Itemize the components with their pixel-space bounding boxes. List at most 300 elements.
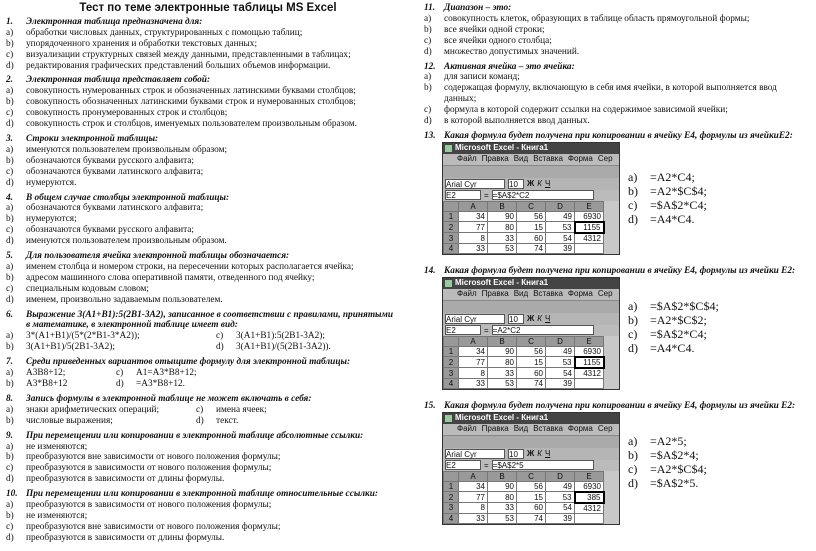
grid-cell: 34	[459, 346, 488, 357]
grid-header-row	[444, 471, 604, 481]
question-number: 13.	[424, 130, 436, 141]
question-number: 12.	[424, 61, 436, 72]
grid-cell: 39	[546, 513, 575, 523]
spreadsheet-grid	[443, 201, 605, 254]
option-letter: d)	[6, 177, 14, 188]
grid-cell: 15	[517, 492, 546, 503]
equals-icon: =	[484, 325, 489, 335]
option-text: адресом машинного слова оперативной памяти, отведенного под ячейку;	[26, 272, 315, 283]
answer-option	[424, 116, 812, 127]
question-text: Какая формула будет получена при копировании в ячейку E4, формулы из ячейки E2:	[444, 400, 796, 411]
option-letter: d)	[6, 474, 14, 485]
option-text: упорядоченного хранения и обработки текстовых данных;	[26, 38, 258, 49]
option-letter: b)	[424, 24, 432, 35]
option-text: =$A$2*4;	[650, 447, 699, 462]
column-header: B	[488, 471, 517, 481]
answer-option	[628, 462, 707, 476]
option-text: преобразуются в зависимости от длины формулы.	[26, 532, 225, 543]
question-text: Какая формула будет получена при копировании в ячейку E4, формулы из ячейкиE2:	[444, 130, 793, 141]
left-questions	[6, 17, 410, 306]
option-text: обозначаются буквами латинского алфавита;	[26, 203, 204, 214]
bold-icon: Ж	[527, 314, 535, 324]
grid-cell: 53	[488, 513, 517, 523]
answer-option	[628, 327, 719, 341]
column-header: C	[517, 336, 546, 346]
grid-header-row	[444, 336, 604, 346]
answer-option	[6, 284, 410, 295]
page-title: Тест по теме электронные таблицы MS Excel	[79, 2, 337, 14]
grid-cell: 15	[517, 222, 546, 233]
option-letter: c)	[424, 35, 432, 46]
column-header: C	[517, 201, 546, 211]
option-text: обозначаются буквами латинского алфавита;	[26, 166, 204, 177]
option-letter: d)	[628, 340, 638, 355]
menu-item: Вставка	[533, 153, 563, 163]
grid-cell: 54	[546, 503, 575, 514]
option-text: преобразуются вне зависимости от нового положения формулы;	[26, 521, 281, 532]
standard-toolbar	[443, 165, 619, 178]
format-toolbar	[443, 178, 619, 190]
option-letter: a)	[6, 203, 14, 214]
menu-item: Вид	[513, 153, 529, 163]
grid-cell: 15	[517, 357, 546, 368]
answer-option	[6, 145, 410, 156]
grid-cell: 74	[517, 378, 546, 388]
answer-list	[628, 299, 719, 355]
option-letter: d)	[424, 116, 432, 127]
option-letter: b)	[424, 83, 432, 94]
option-text: совокупность пронумерованных строк и столбцов;	[26, 108, 228, 119]
grid-row	[444, 243, 604, 253]
option-letter: c)	[6, 166, 14, 177]
grid-cell	[575, 513, 604, 523]
option-letter: c)	[6, 283, 14, 294]
excel-menu-bar	[443, 154, 619, 165]
grid-cell: 60	[517, 233, 546, 244]
option-text: совокупность нумерованных строк и обозначенных латинскими буквами столбцов;	[26, 86, 356, 97]
underline-icon: Ч	[544, 179, 551, 189]
question-heading	[424, 131, 812, 142]
answer-option	[6, 156, 410, 167]
menu-item: Вставка	[533, 423, 563, 433]
question-13	[424, 131, 812, 262]
answer-option	[628, 434, 707, 448]
question-number: 11.	[424, 3, 436, 13]
row-header: 2	[444, 222, 459, 233]
option-text: =A4*C4.	[650, 340, 695, 355]
option-letter: d)	[6, 60, 14, 71]
grid-row	[444, 368, 604, 379]
question-heading	[424, 62, 812, 73]
excel-title: Microsoft Excel - Книга1	[455, 142, 549, 152]
answer-option	[628, 341, 719, 355]
excel-titlebar	[443, 278, 619, 289]
question-1	[6, 17, 410, 72]
excel-app-icon	[445, 415, 452, 422]
menu-item: Вид	[513, 288, 529, 298]
grid-cell: 53	[488, 243, 517, 253]
formula-input: =A2*C2	[492, 325, 594, 335]
column-header: E	[575, 471, 604, 481]
excel-titlebar	[443, 413, 619, 424]
grid-cell: 54	[546, 233, 575, 244]
excel-figure	[442, 142, 812, 262]
answer-option	[6, 452, 410, 463]
option-text: =A2*5;	[650, 433, 687, 448]
option-letter: a)	[628, 169, 638, 184]
menu-item: Файл	[457, 288, 477, 298]
question-heading	[6, 193, 410, 204]
option-letter: a)	[424, 13, 432, 24]
grid-cell: 54	[546, 368, 575, 379]
question-8: 8. Запись формулы в электронной таблице не может включать в себя: a) знаки арифметических операций; c) имена ячеек; b) числовые выражения; d) текст.	[6, 393, 312, 426]
italic-icon: К	[537, 449, 542, 459]
question-text: В общем случае столбцы электронной таблицы:	[26, 192, 230, 203]
italic-icon: К	[537, 179, 542, 189]
standard-toolbar	[443, 435, 619, 448]
grid-cell: 34	[459, 211, 488, 222]
column-header: A	[459, 471, 488, 481]
grid-row	[444, 211, 604, 222]
question-text: Электронная таблица предназначена для:	[26, 16, 203, 27]
grid-cell: 33	[488, 233, 517, 244]
font-select: Arial Cyr	[445, 179, 505, 189]
option-text: нумеруются.	[26, 177, 77, 188]
grid-cell: 49	[546, 346, 575, 357]
grid-cell: 56	[517, 481, 546, 492]
option-letter: b)	[6, 452, 14, 463]
question-number: 9.	[6, 430, 13, 441]
answer-option	[6, 214, 410, 225]
grid-cell: 8	[459, 233, 488, 244]
question-number: 5.	[6, 251, 13, 262]
grid-cell: 90	[488, 481, 517, 492]
excel-title: Microsoft Excel - Книга1	[455, 412, 549, 422]
grid-cell: 49	[546, 481, 575, 492]
grid-cell: 60	[517, 503, 546, 514]
question-text: При перемещении или копировании в электронной таблице относительные ссылки:	[26, 489, 379, 500]
question-number: 10.	[6, 489, 18, 500]
grid-cell: 90	[488, 346, 517, 357]
underline-icon: Ч	[544, 449, 551, 459]
answer-list	[628, 170, 707, 226]
answer-option	[6, 533, 410, 544]
answer-option	[6, 236, 410, 247]
row-header: 2	[444, 492, 459, 503]
menu-item: Файл	[457, 423, 477, 433]
answer-option	[424, 105, 812, 116]
size-select: 10	[508, 449, 524, 459]
grid-cell: 53	[546, 492, 575, 503]
formula-bar	[443, 460, 619, 471]
excel-figure	[442, 412, 812, 532]
option-text: преобразуются в зависимости от нового положения формулы;	[26, 500, 272, 511]
row-header: 3	[444, 368, 459, 379]
answer-option	[628, 448, 707, 462]
grid-cell	[575, 378, 604, 388]
option-letter	[424, 94, 444, 105]
option-letter: b)	[6, 272, 14, 283]
menu-item: Вид	[513, 423, 529, 433]
grid-cell: 33	[488, 368, 517, 379]
format-toolbar	[443, 448, 619, 460]
option-text: =$A$2*C4;	[650, 326, 707, 341]
menu-item: Форма	[567, 153, 593, 163]
answer-option	[628, 170, 707, 184]
row-header: 2	[444, 357, 459, 368]
menu-item: Вставка	[533, 288, 563, 298]
question-number: 4.	[6, 192, 13, 203]
grid-row	[444, 513, 604, 523]
answer-option	[6, 28, 410, 39]
answer-option	[424, 14, 812, 25]
bold-icon: Ж	[527, 179, 535, 189]
grid-cell: 80	[488, 492, 517, 503]
answer-option	[6, 61, 410, 72]
answer-option	[424, 94, 812, 105]
grid-cell: 4312	[575, 368, 604, 379]
grid-cell: 1155	[575, 357, 604, 368]
grid-row	[444, 503, 604, 514]
option-text: специальным кодовым словом;	[26, 283, 150, 294]
question-5	[6, 251, 410, 306]
column-header: C	[517, 471, 546, 481]
name-box: E2	[445, 325, 481, 335]
answer-option	[424, 36, 812, 47]
answer-option	[628, 212, 707, 226]
right-column	[424, 3, 812, 536]
question-9	[6, 431, 410, 486]
excel-window	[442, 142, 620, 255]
answer-option	[6, 225, 410, 236]
excel-title: Microsoft Excel - Книга1	[455, 277, 549, 287]
row-header: 4	[444, 513, 459, 523]
grid-row	[444, 233, 604, 244]
answer-option	[6, 119, 410, 130]
question-text: Строки электронной таблицы:	[26, 133, 159, 144]
question-text: Электронная таблица представляет собой:	[26, 75, 211, 86]
question-number: 3.	[6, 133, 13, 144]
option-letter: c)	[628, 326, 638, 341]
menu-item: Форма	[567, 423, 593, 433]
answer-option	[6, 178, 410, 189]
grid-cell: 53	[488, 378, 517, 388]
grid-cell: 33	[459, 513, 488, 523]
answer-option	[6, 39, 410, 50]
name-box: E2	[445, 460, 481, 470]
column-header: A	[459, 201, 488, 211]
option-text: совокупность строк и столбцов, именуемых пользователем произвольным образом.	[26, 119, 357, 130]
option-letter: d)	[6, 236, 14, 247]
question-11	[424, 3, 812, 58]
option-letter: a)	[6, 144, 14, 155]
name-box: E2	[445, 190, 481, 200]
option-text: преобразуются вне зависимости от нового положения формулы;	[26, 452, 281, 463]
answer-option	[6, 295, 410, 306]
font-select: Arial Cyr	[445, 449, 505, 459]
menu-item: Форма	[567, 288, 593, 298]
option-text: обозначаются буквами русского алфавита;	[26, 225, 194, 236]
question-number: 15.	[424, 400, 436, 411]
row-header: 1	[444, 481, 459, 492]
option-text: визуализации структурных связей между данными, представленными в таблицах;	[26, 49, 351, 60]
option-letter: b)	[6, 510, 14, 521]
grid-cell: 33	[459, 378, 488, 388]
grid-row	[444, 346, 604, 357]
grid-cell	[575, 243, 604, 253]
grid-cell: 60	[517, 368, 546, 379]
option-text: именуются пользователем произвольным образом;	[26, 144, 228, 155]
column-header: D	[546, 201, 575, 211]
standard-toolbar	[443, 300, 619, 313]
answer-option	[424, 83, 812, 94]
question-heading	[6, 134, 410, 145]
option-letter: a)	[424, 72, 432, 83]
question-4	[6, 193, 410, 248]
grid-cell: 80	[488, 222, 517, 233]
answer-option	[6, 50, 410, 61]
question-6: 6. Выражение 3(A1+B1):5(2B1-3A2), записанное в соответствии с правилами, принятыми в математике, в электронной таблице имеет вид: a) 3*(A1+B1)/(5*(2*B1-3*A2)); c) 3(A1+B1):5(2B1-3A2); b) 3(A1+B1)/5(2B1-3A2); d) 3(A1+B1)/(5(2B1-3A2)).	[6, 309, 394, 353]
option-letter: c)	[424, 105, 432, 116]
option-text: нумеруются;	[26, 214, 77, 225]
question-15	[424, 401, 812, 532]
answer-option	[6, 474, 410, 485]
formula-bar	[443, 325, 619, 336]
option-text: содержащая формулу, включающую в себя имя ячейки, в которой выполняется ввод	[444, 83, 777, 94]
grid-row	[444, 357, 604, 368]
grid-cell: 74	[517, 513, 546, 523]
answer-option	[6, 500, 410, 511]
column-header: D	[546, 336, 575, 346]
question-12	[424, 62, 812, 127]
column-header: A	[459, 336, 488, 346]
grid-cell: 8	[459, 368, 488, 379]
question-heading	[6, 17, 410, 28]
option-text: обработки числовых данных, структурированных с помощью таблиц;	[26, 27, 303, 38]
grid-cell: 53	[546, 357, 575, 368]
grid-row	[444, 222, 604, 233]
size-select: 10	[508, 314, 524, 324]
option-letter: a)	[6, 86, 14, 97]
menu-item: Файл	[457, 153, 477, 163]
option-text: преобразуются в зависимости от нового положения формулы;	[26, 463, 272, 474]
option-letter: b)	[6, 155, 14, 166]
option-text: =$A$2*C4;	[650, 197, 707, 212]
option-text: не изменяются;	[26, 441, 88, 452]
formula-bar	[443, 190, 619, 201]
question-10	[6, 489, 410, 544]
grid-cell: 53	[546, 222, 575, 233]
grid-cell: 56	[517, 346, 546, 357]
option-text: именем, произвольно задаваемым пользователем.	[26, 294, 223, 305]
italic-icon: К	[537, 314, 542, 324]
option-letter: d)	[628, 475, 638, 490]
option-text: все ячейки одного столбца;	[444, 35, 552, 46]
row-header: 3	[444, 233, 459, 244]
menu-item: Сер	[597, 153, 613, 163]
option-letter: a)	[628, 298, 638, 313]
left-column	[6, 0, 410, 548]
grid-cell: 74	[517, 243, 546, 253]
column-header	[444, 336, 459, 346]
question-heading	[424, 266, 812, 277]
option-text: совокупность обозначенных латинскими буквами строк и нумерованных столбцов;	[26, 97, 356, 108]
answer-option	[628, 299, 719, 313]
font-select: Arial Cyr	[445, 314, 505, 324]
answer-option	[628, 184, 707, 198]
answer-option	[6, 262, 410, 273]
column-header: D	[546, 471, 575, 481]
bold-icon: Ж	[527, 449, 535, 459]
excel-menu-bar	[443, 424, 619, 435]
option-letter: c)	[6, 521, 14, 532]
excel-window	[442, 412, 620, 525]
question-text: Какая формула будет получена при копировании в ячейку E4, формулы из ячейки E2:	[444, 265, 796, 276]
answer-option	[628, 476, 707, 490]
option-letter: d)	[6, 532, 14, 543]
answer-option	[6, 167, 410, 178]
question-number: 14.	[424, 265, 436, 276]
answer-list	[628, 434, 707, 490]
option-text: в которой выполняется ввод данных.	[444, 116, 590, 127]
grid-cell: 77	[459, 357, 488, 368]
question-heading	[424, 3, 812, 14]
question-text: Диапазон – это:	[444, 3, 512, 13]
excel-app-icon	[445, 280, 452, 287]
grid-row	[444, 481, 604, 492]
grid-cell: 33	[459, 243, 488, 253]
option-text: все ячейки одной строки;	[444, 24, 545, 35]
spreadsheet-grid	[443, 336, 605, 389]
question-heading	[6, 251, 410, 262]
option-letter: c)	[6, 463, 14, 474]
option-text: множество допустимых значений.	[444, 46, 580, 57]
option-letter: c)	[6, 225, 14, 236]
grid-cell: 6930	[575, 211, 604, 222]
option-letter: b)	[6, 38, 14, 49]
question-2	[6, 75, 410, 130]
option-text: =A2*$C$4;	[650, 183, 707, 198]
equals-icon: =	[484, 460, 489, 470]
menu-item: Правка	[481, 288, 509, 298]
option-letter: b)	[628, 312, 638, 327]
column-header: E	[575, 336, 604, 346]
grid-cell: 8	[459, 503, 488, 514]
size-select: 10	[508, 179, 524, 189]
question-heading	[6, 431, 410, 442]
grid-cell: 34	[459, 481, 488, 492]
equals-icon: =	[484, 190, 489, 200]
question-14	[424, 266, 812, 397]
question-number: 2.	[6, 75, 13, 86]
option-letter: d)	[628, 211, 638, 226]
grid-cell: 39	[546, 243, 575, 253]
question-text: Активная ячейка – это ячейка:	[444, 61, 575, 72]
grid-cell: 1155	[575, 222, 604, 233]
question-heading	[6, 489, 410, 500]
grid-cell: 33	[488, 503, 517, 514]
row-header: 4	[444, 378, 459, 388]
option-letter: b)	[628, 447, 638, 462]
column-header: B	[488, 201, 517, 211]
option-letter: d)	[6, 294, 14, 305]
option-text: редактирования графических представлений больших объемов информации.	[26, 60, 331, 71]
question-heading	[424, 401, 812, 412]
option-text: именем столбца и номером строки, на пересечении которых располагается ячейка;	[26, 261, 354, 272]
grid-cell: 77	[459, 492, 488, 503]
option-letter: c)	[6, 49, 14, 60]
option-letter: b)	[628, 183, 638, 198]
